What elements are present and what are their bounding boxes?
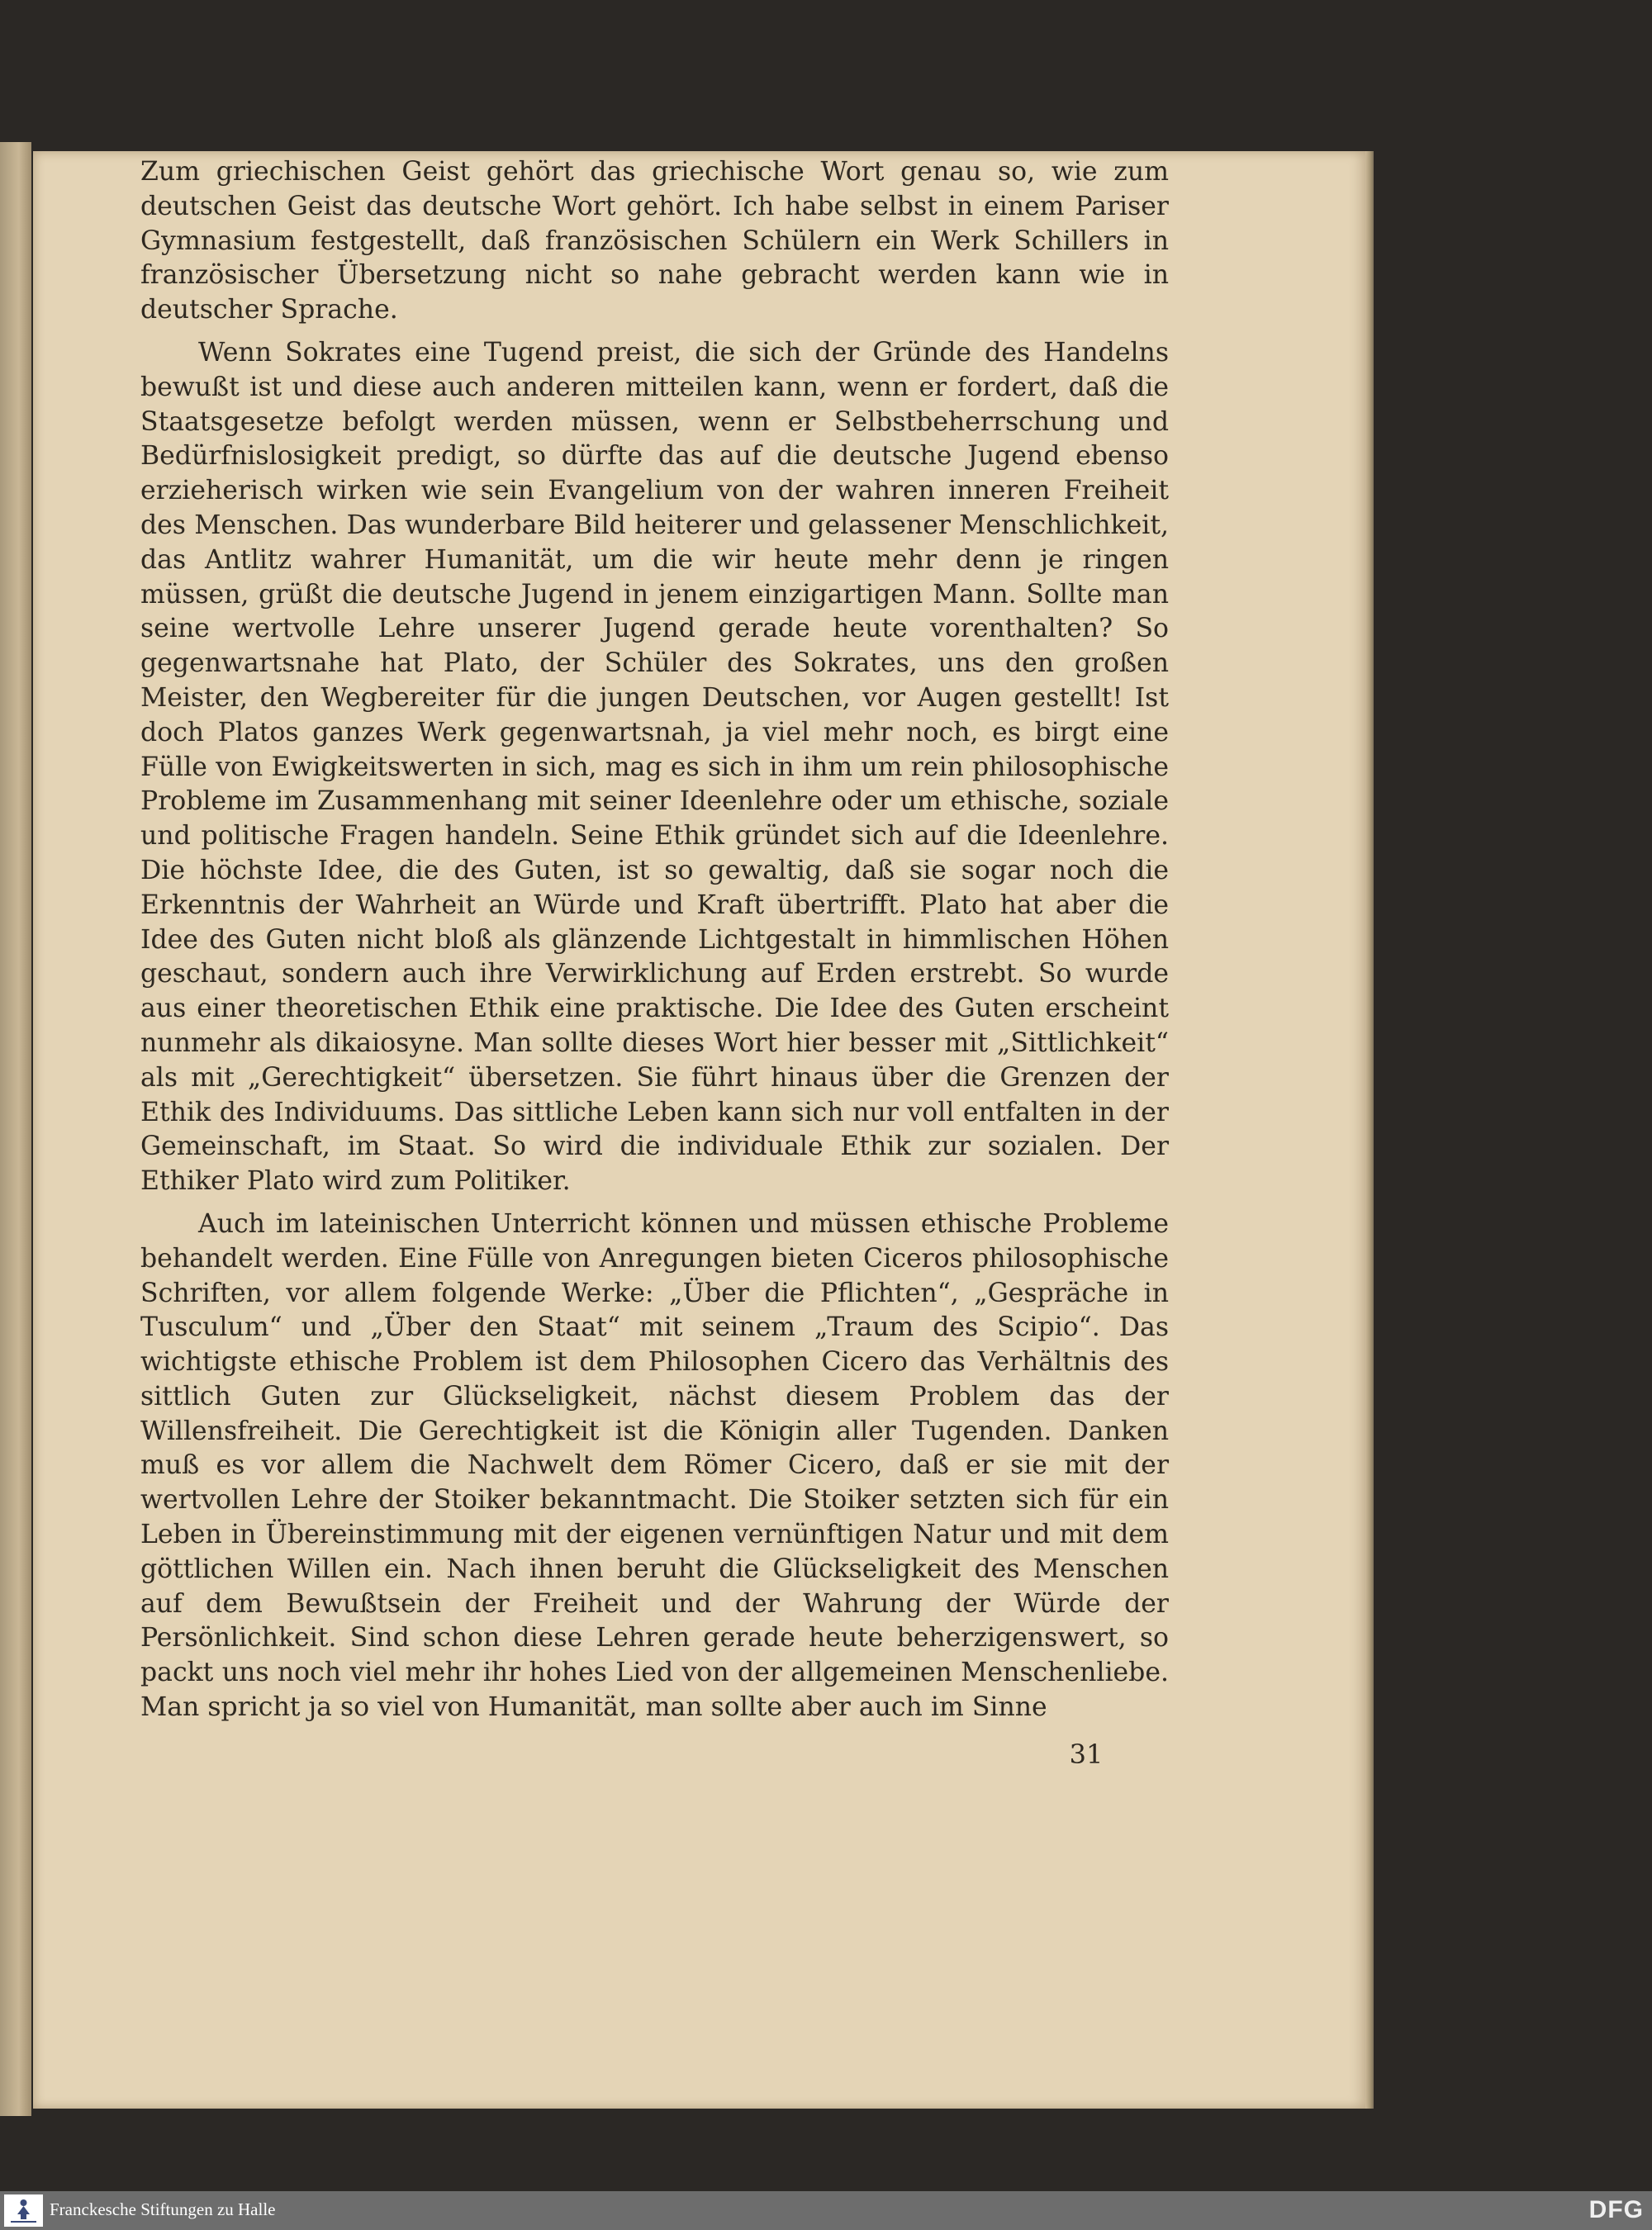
paragraph-2: Wenn Sokrates eine Tugend preist, die sich der Gründe des Handelns bewußt ist und diese auch anderen mitteilen kann, wenn er fordert, daß die Staatsgesetze befolgt werden müssen, wenn er Selbstbeherrschung und Bedürfnislosigkeit predigt, so dürfte das auf die deutsche Jugend ebenso erzieherisch wirken wie sein Evangelium von der wahren inneren Freiheit des Menschen. Das wunderbare Bild heiterer und gelassener Menschlichkeit, das Antlitz wahrer Humanität, um die wir heute mehr denn je ringen müssen, grüßt die deutsche Jugend in jenem einzigartigen Mann. Sollte man seine wertvolle Lehre unserer Jugend gerade heute vorenthalten? So gegenwartsnahe hat Plato, der Schüler des Sokrates, uns den großen Meister, den Wegbereiter für die jungen Deutschen, vor Augen gestellt! Ist doch Platos ganzes Werk gegenwartsnah, ja viel mehr noch, es birgt eine Fülle von Ewigkeitswerten in sich, mag es sich in ihm um rein philosophische Probleme im Zusammenhang mit seiner Ideenlehre oder um ethische, soziale und politische Fragen handeln. Seine Ethik gründet sich auf die Ideenlehre. Die höchste Idee, die des Guten, ist so gewaltig, daß sie sogar noch die Erkenntnis der Wahrheit an Würde und Kraft übertrifft. Plato hat aber die Idee des Guten nicht bloß als glänzende Lichtgestalt in himmlischen Höhen geschaut, sondern auch ihre Verwirklichung auf Erden erstrebt. So wurde aus einer theoretischen Ethik eine praktische. Die Idee des Guten erscheint nunmehr als dikaiosyne. Man sollte dieses Wort hier besser mit „Sittlichkeit“ als mit „Gerechtigkeit“ übersetzen. Sie führt hinaus über die Grenzen der Ethik des Individuums. Das sittliche Leben kann sich nur voll entfalten in der Gemeinschaft, im Staat. So wird die individuale Ethik zur sozialen. Der Ethiker Plato wird zum Politiker.: [140, 337, 1169, 1197]
paragraph-1: Zum griechischen Geist gehört das griechische Wort genau so, wie zum deutschen Geist das deutsche Wort gehört. Ich habe selbst in einem Pariser Gymnasium festgestellt, daß französischen Schülern ein Werk Schillers in französischer Übersetzung nicht so nahe gebracht werden kann wie in deutscher Sprache.: [140, 157, 1169, 325]
page-number: 31: [1069, 1739, 1104, 1770]
francke-foundation-logo-graphic: [4, 2194, 43, 2227]
footer-bar: [0, 2191, 1652, 2230]
facing-page-edge: [0, 142, 31, 2116]
page-body-text: [140, 155, 1169, 1734]
francke-foundation-logo-icon[interactable]: [4, 2194, 43, 2227]
paragraph-3: Auch im lateinischen Unterricht können und müssen ethische Probleme behandelt werden. Eine Fülle von Anregungen bieten Ciceros philosophische Schriften, vor allem folgende Werke: „Über die Pflichten“, „Gespräche in Tusculum“ und „Über den Staat“ mit seinem „Traum des Scipio“. Das wichtigste ethische Problem ist dem Philosophen Cicero das Verhältnis des sittlich Guten zur Glückseligkeit, nächst diesem Problem das der Willensfreiheit. Die Gerechtigkeit ist die Königin aller Tugenden. Danken muß es vor allem die Nachwelt dem Römer Cicero, daß er sie mit der wertvollen Lehre der Stoiker bekanntmacht. Die Stoiker setzten sich für ein Leben in Übereinstimmung mit der eigenen vernünftigen Natur und mit dem göttlichen Willen ein. Nach ihnen beruht die Glückseligkeit des Menschen auf dem Bewußtsein der Freiheit und der Wahrung der Würde der Persönlichkeit. Sind schon diese Lehren gerade heute beherzigenswert, so packt uns noch viel mehr ihr hohes Lied von der allgemeinen Menschenliebe. Man spricht ja so viel von Humanität, man sollte aber auch im Sinne: [140, 1208, 1169, 1723]
institution-name[interactable]: Franckesche Stiftungen zu Halle: [50, 2199, 276, 2219]
page-stack-edge: [1365, 151, 1374, 2109]
dfg-logo[interactable]: DFG: [1588, 2196, 1644, 2223]
